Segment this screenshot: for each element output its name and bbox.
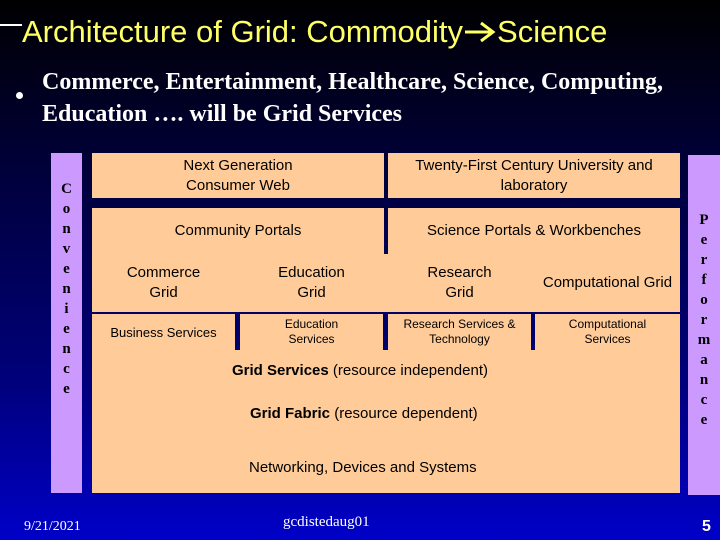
grid-fabric-title: Grid Fabric (250, 405, 331, 422)
twenty-first-century-box (388, 153, 680, 198)
commerce-grid-cell (92, 254, 235, 312)
convenience-letter: e (63, 381, 70, 397)
education-services-label: Education Services (284, 317, 339, 346)
performance-letter: e (700, 232, 708, 248)
grid-services-label (232, 362, 488, 379)
twenty-first-label: Twenty-First Century University and laboratory (415, 156, 653, 194)
convenience-letter: c (63, 361, 70, 377)
convenience-bar (51, 153, 82, 493)
computational-grid-cell (535, 254, 680, 312)
research-grid-cell (388, 254, 531, 312)
convenience-letter: i (64, 301, 69, 317)
computational-services-box (535, 314, 680, 350)
performance-letter: m (697, 332, 711, 348)
page-number: 5 (702, 518, 711, 535)
community-portals-box (92, 208, 384, 254)
convenience-letter: n (62, 221, 71, 237)
convenience-letter: o (62, 201, 71, 217)
education-grid-label: Education Grid (278, 264, 345, 301)
grid-fabric-note: (resource dependent) (330, 405, 478, 422)
education-services-box (240, 314, 383, 350)
research-services-label: Research Services & Technology (403, 317, 516, 346)
convenience-letter: v (62, 241, 71, 257)
computational-grid-label: Computational Grid (542, 274, 673, 291)
performance-letter: r (700, 312, 708, 328)
business-services-box (92, 314, 235, 350)
performance-letter: e (700, 412, 708, 428)
research-grid-label: Research Grid (427, 264, 492, 301)
performance-letter: o (700, 292, 708, 308)
bullet-icon (16, 92, 23, 99)
business-services-label: Business Services (110, 324, 217, 340)
convenience-letter: e (63, 321, 70, 337)
education-grid-cell (240, 254, 383, 312)
performance-letter: r (700, 252, 708, 268)
performance-letter: P (699, 212, 709, 228)
convenience-letter: n (62, 281, 71, 297)
grid-services-note: (resource independent) (328, 362, 488, 379)
community-portals-label: Community Portals (174, 222, 302, 239)
slide-title (22, 14, 607, 50)
convenience-letter: C (61, 181, 72, 197)
arrow-right-icon (463, 20, 497, 44)
convenience-label (61, 179, 72, 399)
computational-services-label: Computational Services (568, 317, 647, 346)
grid-fabric-label (250, 405, 478, 422)
grid-services-title: Grid Services (232, 362, 329, 379)
commerce-grid-label: Commerce Grid (126, 264, 201, 301)
title-rule (0, 24, 22, 26)
performance-bar (688, 155, 720, 495)
performance-letter: c (700, 392, 708, 408)
science-portals-label: Science Portals & Workbenches (427, 222, 641, 239)
research-services-box (388, 314, 531, 350)
next-gen-consumer-web-box (92, 153, 384, 198)
footer-date: 9/21/2021 (24, 519, 81, 534)
convenience-letter: e (63, 261, 70, 277)
performance-letter: f (701, 272, 707, 288)
performance-label (698, 210, 711, 430)
performance-letter: a (700, 352, 708, 368)
science-portals-box (388, 208, 680, 254)
networking-label: Networking, Devices and Systems (249, 459, 477, 476)
performance-letter: n (699, 372, 709, 388)
convenience-letter: n (62, 341, 71, 357)
next-gen-label: Next Generation Consumer Web (183, 156, 293, 194)
bullet-text: Commerce, Entertainment, Healthcare, Science, Computing, Education …. will be Grid Services (42, 69, 663, 127)
footer-center: gcdistedaug01 (283, 514, 370, 530)
title-part2: Science (497, 14, 608, 49)
title-part1: Architecture of Grid: Commodity (22, 14, 464, 49)
